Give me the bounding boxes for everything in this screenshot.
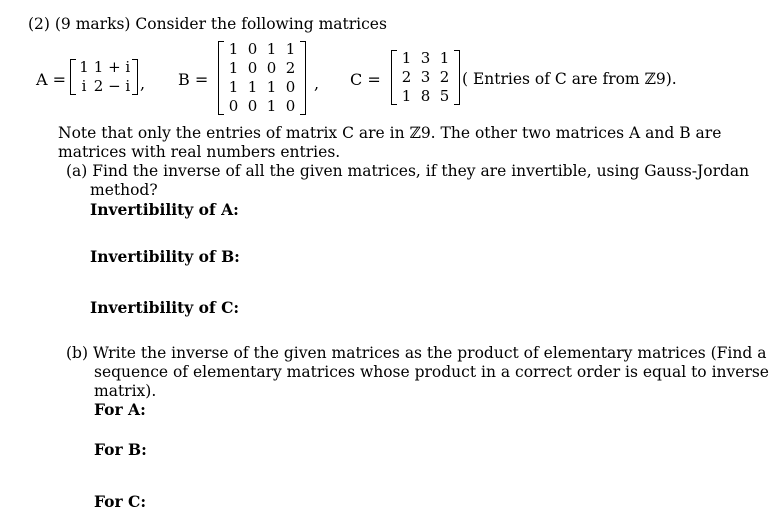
invertibility-c-label: Invertibility of C: <box>90 298 240 317</box>
matrix-c-cell: 3 <box>420 49 431 67</box>
part-a-line-2: method? <box>90 181 158 199</box>
matrix-b-cell: 0 <box>285 97 296 115</box>
matrix-a <box>70 58 138 96</box>
matrix-c-label: C = <box>350 70 381 89</box>
for-b-label: For B: <box>94 440 147 459</box>
matrix-b-cell: 0 <box>285 78 296 96</box>
matrix-a-suffix: , <box>140 74 146 93</box>
matrix-c-cell: 3 <box>420 68 431 86</box>
part-b-line-1: (b) Write the inverse of the given matrices as the product of elementary matrices (Find a <box>66 344 767 362</box>
matrix-b-cell: 0 <box>266 59 277 77</box>
matrix-b-cell: 1 <box>228 78 239 96</box>
matrix-b-cell: 1 <box>285 40 296 58</box>
matrix-c-cell: 2 <box>439 68 450 86</box>
matrix-a-cell: 1 <box>79 58 89 76</box>
part-b-line-2: sequence of elementary matrices whose product in a correct order is equal to inverse <box>94 363 769 381</box>
matrix-b-suffix: , <box>314 74 320 93</box>
matrix-b <box>218 40 306 116</box>
invertibility-a-label: Invertibility of A: <box>90 200 239 219</box>
matrix-b-cell: 0 <box>228 97 239 115</box>
matrix-b-cell: 1 <box>228 59 239 77</box>
matrix-b-cell: 1 <box>266 78 277 96</box>
matrix-b-cell: 0 <box>247 59 258 77</box>
matrix-b-label: B = <box>178 70 209 89</box>
matrix-c-cell: 8 <box>420 87 431 105</box>
entries-note: ( Entries of C are from ℤ9). <box>462 70 677 88</box>
matrix-c-cell: 1 <box>401 87 412 105</box>
matrix-a-cell: i <box>81 77 87 95</box>
matrix-b-cell: 1 <box>228 40 239 58</box>
matrix-b-cell: 0 <box>247 97 258 115</box>
matrix-b-cell: 1 <box>266 97 277 115</box>
matrix-b-cell: 1 <box>266 40 277 58</box>
matrix-c-cell: 5 <box>439 87 450 105</box>
for-c-label: For C: <box>94 492 147 511</box>
matrix-b-cell: 1 <box>247 78 258 96</box>
invertibility-b-label: Invertibility of B: <box>90 247 240 266</box>
matrix-c <box>391 49 460 106</box>
part-a-line-1: (a) Find the inverse of all the given matrices, if they are invertible, using Gauss-Jordan <box>66 162 750 180</box>
matrix-c-cell: 2 <box>401 68 412 86</box>
matrix-a-cell: 2 − i <box>93 77 131 95</box>
matrix-c-cell: 1 <box>439 49 450 67</box>
part-b-line-3: matrix). <box>94 382 157 400</box>
note-line-2: matrices with real numbers entries. <box>58 143 341 161</box>
matrix-b-cell: 2 <box>285 59 296 77</box>
for-a-label: For A: <box>94 400 146 419</box>
note-line-1: Note that only the entries of matrix C are in ℤ9. The other two matrices A and B are <box>58 124 722 142</box>
matrix-c-cell: 1 <box>401 49 412 67</box>
matrix-b-cell: 0 <box>247 40 258 58</box>
question-header: (2) (9 marks) Consider the following matrices <box>28 15 387 33</box>
matrix-a-cell: 1 + i <box>93 58 131 76</box>
matrix-a-label: A = <box>36 70 67 89</box>
